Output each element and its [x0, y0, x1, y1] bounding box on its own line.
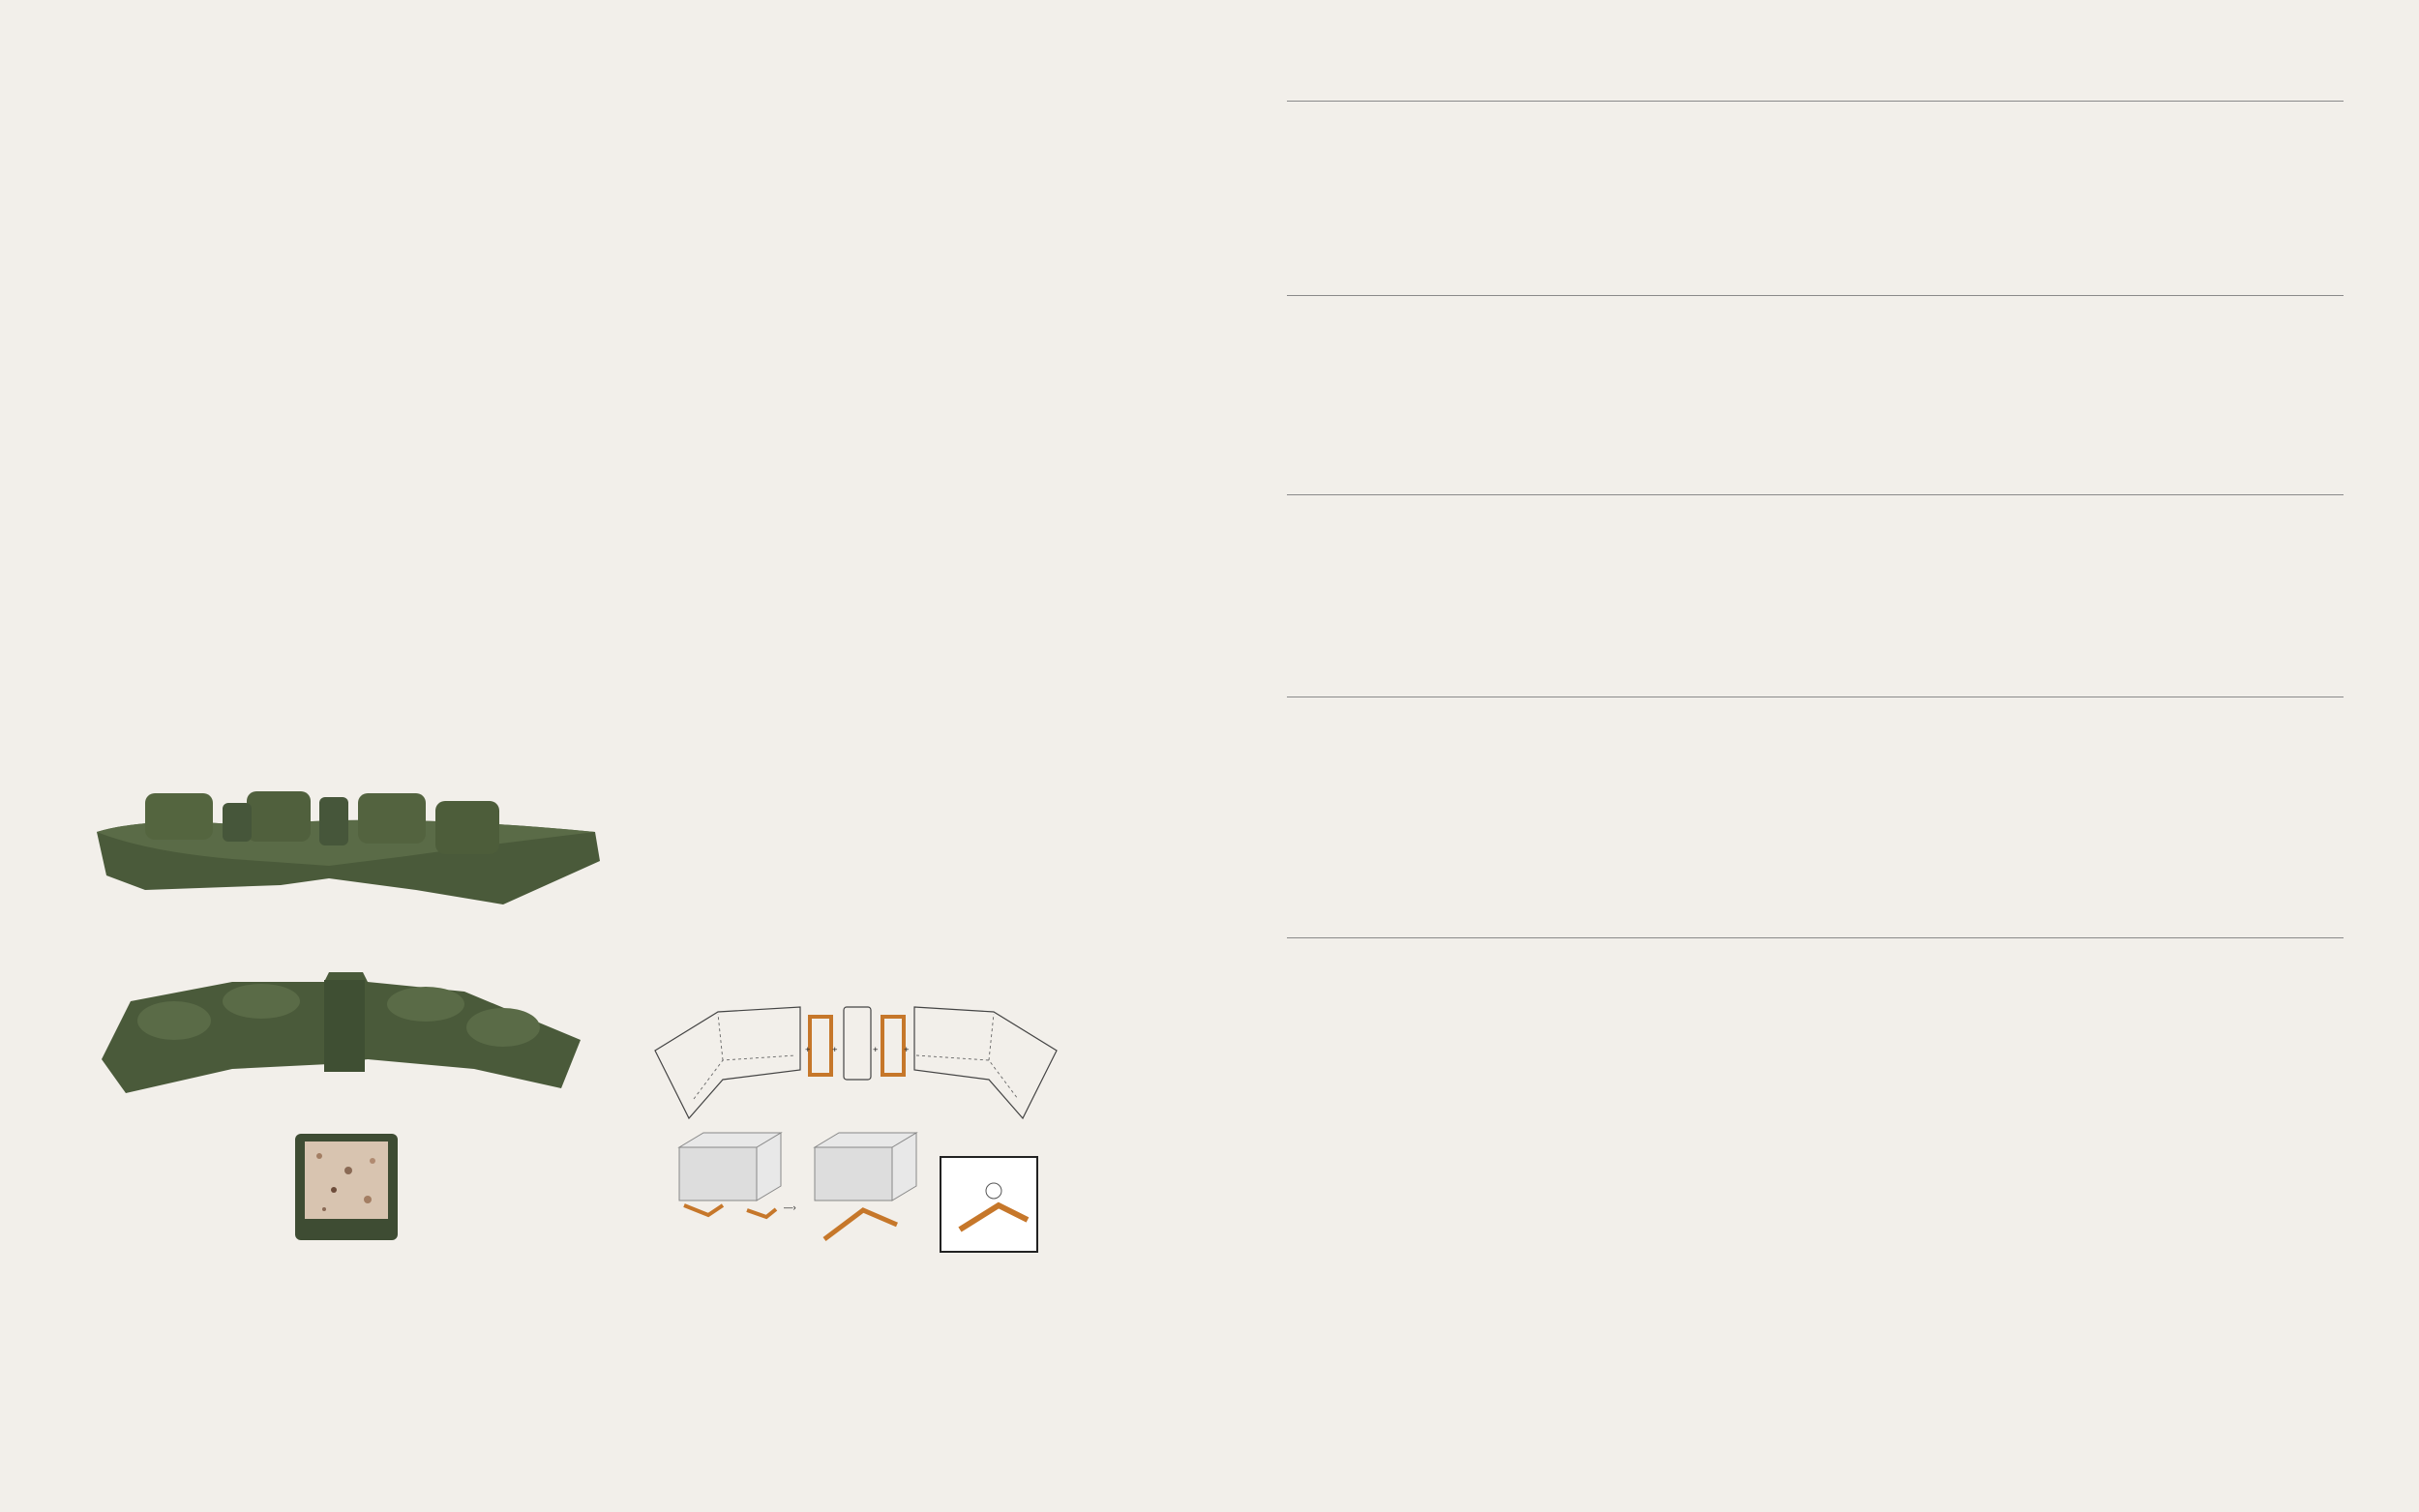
svg-text:+: + [873, 1045, 879, 1055]
divider [1287, 101, 2344, 102]
divider [1287, 295, 2344, 296]
assembly-step-2 [815, 1133, 916, 1239]
pouf-table-photo [295, 1134, 398, 1240]
swatch-agata-black [838, 1310, 962, 1412]
svg-text:+: + [805, 1045, 811, 1055]
swatch-venice [101, 1310, 224, 1412]
sofa-photo-straight [97, 791, 600, 904]
svg-text:+: + [832, 1045, 838, 1055]
swatch-emperador [396, 1310, 520, 1412]
assembly-step-1 [679, 1133, 781, 1217]
swatch-sahara-noir [691, 1310, 815, 1412]
divider [1287, 494, 2344, 495]
svg-text:+: + [904, 1045, 910, 1055]
product-photos [87, 774, 610, 1258]
swatch-marquinia [543, 1310, 667, 1412]
detail-inset [941, 1157, 1037, 1252]
coupling-diagram [650, 1002, 1066, 1263]
svg-text:—›: —› [784, 1202, 796, 1213]
swatch-calacatta [248, 1310, 372, 1412]
divider [1287, 937, 2344, 938]
swatch-wave-glass [986, 1310, 1110, 1412]
sofa-photo-curved [102, 972, 581, 1093]
